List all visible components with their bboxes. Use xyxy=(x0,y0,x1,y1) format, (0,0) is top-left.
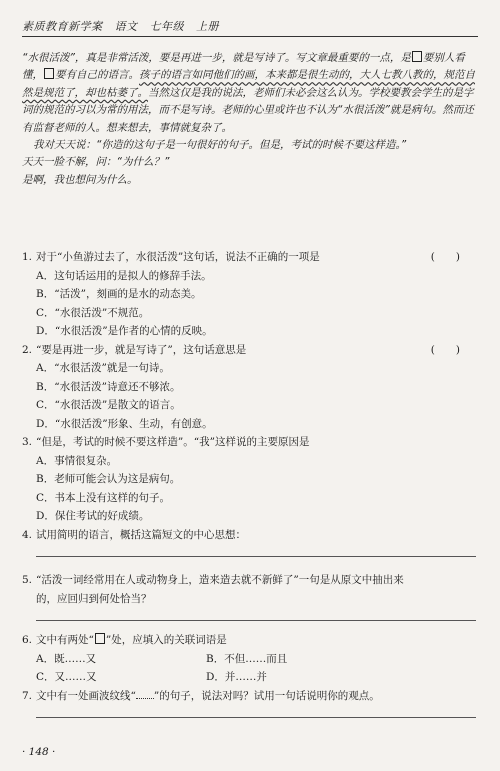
option: B．不但……而且 xyxy=(206,652,288,665)
question-6: 6. 文中有两处“ ”处，应填入的关联词语是 xyxy=(22,634,227,646)
option: A．既……又 xyxy=(36,652,97,665)
wavy-underlined-sentence: 孩子的语言如同他们的画，本来都是很生动的，大人七教八教的，规范自然是规范了，却也枯萎了。 xyxy=(22,69,475,99)
question-7: 7. 文中有一处画波纹线“ ”的句子，说法对吗？试用一句话说明你的观点。 xyxy=(22,689,380,702)
option: D．保住考试的好成绩。 xyxy=(36,510,150,522)
answer-paren[interactable]: ( ) xyxy=(430,343,460,356)
passage-paragraph-3: 天天一脸不解，问：“为什么？” xyxy=(22,156,170,169)
blank-box xyxy=(95,633,105,644)
option-row xyxy=(22,650,478,669)
grade: 七年级 xyxy=(149,20,184,33)
option: B．“水很活泼”诗意还不够浓。 xyxy=(36,380,181,393)
option: C．又……又 xyxy=(36,671,97,683)
option: A．“水很活泼”就是一句诗。 xyxy=(36,362,170,374)
questions xyxy=(22,248,478,718)
passage-paragraph-4: 是啊，我也想问为什么。 xyxy=(22,173,138,186)
answer-paren[interactable]: ( ) xyxy=(430,251,460,263)
option: A．事情很复杂。 xyxy=(36,454,118,467)
option: D．“水很活泼”是作者的心情的反映。 xyxy=(36,325,213,337)
option: D．“水很活泼”形象、生动，有创意。 xyxy=(36,417,213,430)
option: A．这句话运用的是拟人的修辞手法。 xyxy=(36,269,212,282)
volume: 上册 xyxy=(196,20,219,33)
option: D．并……并 xyxy=(206,671,267,683)
page-number: · 148 · xyxy=(22,746,56,758)
question-3: 3. “但是，考试的时候不要这样造”。“我”这样说的主要原因是 xyxy=(22,436,310,448)
question-4: 4. 试用简明的语言，概括这篇短文的中心思想： xyxy=(22,528,246,541)
passage-paragraph-1: “水很活泼”，真是非常活泼，要是再进一步，就是写诗了。写文章最重要的一点，是 要别人看懂， 要有自己的语言。孩子的语言如同他们的画，本来都是很生动的，大人七教八教的，规范自然是规范了，却也枯萎了。当然这仅是我的说法，老师们未必会这么认为。学校要教会学生的是字词的规范的习以为常的用法，而不是写诗。老师的心里或许也不认为“水很活泼”就是病句。然而还有监督老师的人。想来想去，事情就复杂了。 xyxy=(22,52,475,134)
question-5-line-2: 的，应回归到何处恰当？ xyxy=(36,592,152,605)
option: C．“水很活泼”不规范。 xyxy=(36,306,150,319)
blank-box xyxy=(412,51,422,62)
header-rule xyxy=(22,36,478,37)
option: C．书本上没有这样的句子。 xyxy=(36,491,171,504)
option: B．“活泼”，刻画的是水的动态美。 xyxy=(36,288,202,300)
answer-line[interactable] xyxy=(36,717,476,718)
answer-line[interactable] xyxy=(36,556,476,557)
option: C．“水很活泼”是散文的语言。 xyxy=(36,399,181,411)
question-5: 5. “活泼一词经常用在人或动物身上，造来造去就不新鲜了”一句是从原文中抽出来 xyxy=(22,574,404,586)
book-title: 素质教育新学案 xyxy=(22,20,103,33)
reading-passage xyxy=(22,50,478,189)
wavy-line-icon xyxy=(136,690,154,699)
option-row xyxy=(22,668,478,687)
question-1: 1. 对于“小鱼游过去了，水很活泼”这句话，说法不正确的一项是 ( ) xyxy=(22,248,478,267)
passage-paragraph-2: 我对天天说：“你造的这句子是一句很好的句子。但是，考试的时候不要这样造。” xyxy=(33,139,407,152)
subject: 语文 xyxy=(114,20,138,33)
question-2: 2. “要是再进一步，就是写诗了”，这句话意思是 ( ) xyxy=(22,341,478,360)
blank-box xyxy=(44,68,54,79)
answer-line[interactable] xyxy=(36,620,476,621)
option: B．老师可能会认为这是病句。 xyxy=(36,473,181,485)
